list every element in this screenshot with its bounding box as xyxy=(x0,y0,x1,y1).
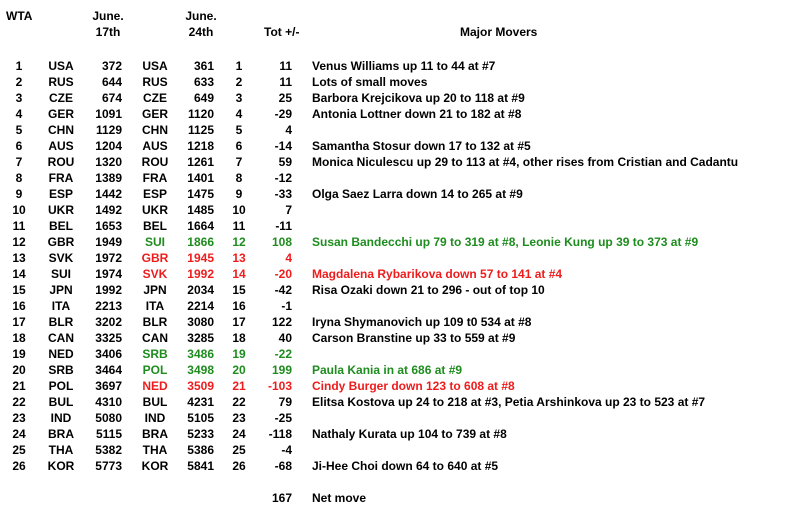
rank-june17: 5 xyxy=(15,123,23,137)
country-june17: THA xyxy=(48,443,74,457)
major-movers: Elitsa Kostova up 24 to 218 at #3, Petia Arshinkova up 23 to 523 at #7 xyxy=(312,395,706,409)
header-june17-line2: 17th xyxy=(95,25,121,39)
rank-june24: 22 xyxy=(232,395,246,409)
rank-june17: 26 xyxy=(12,459,26,473)
country-june17: BLR xyxy=(48,315,74,329)
country-june24: BRA xyxy=(142,427,168,441)
points-june24: 1866 xyxy=(187,235,214,249)
total-change: 11 xyxy=(279,75,292,89)
total-change: -1 xyxy=(281,299,292,313)
rank-june24: 10 xyxy=(232,203,246,217)
country-june17: AUS xyxy=(48,139,74,153)
points-june24: 3509 xyxy=(187,379,214,393)
header-tot: Tot +/- xyxy=(264,25,300,39)
points-june24: 1945 xyxy=(187,251,214,265)
header-june17-line1: June. xyxy=(92,9,124,23)
country-june17: KOR xyxy=(47,459,75,473)
points-june17: 644 xyxy=(101,75,122,89)
rank-june17: 25 xyxy=(12,443,26,457)
points-june24: 5386 xyxy=(187,443,214,457)
country-june17: GBR xyxy=(47,235,75,249)
rank-june24: 1 xyxy=(235,59,243,73)
points-june17: 1653 xyxy=(95,219,122,233)
country-june17: CAN xyxy=(48,331,74,345)
total-change: -12 xyxy=(274,171,292,185)
points-june17: 3325 xyxy=(95,331,122,345)
points-june24: 1218 xyxy=(187,139,214,153)
points-june17: 3464 xyxy=(95,363,122,377)
header-june24-line2: 24th xyxy=(188,25,214,39)
points-june17: 1129 xyxy=(95,123,122,137)
total-change: 11 xyxy=(279,59,292,73)
country-june17: RUS xyxy=(48,75,74,89)
country-june24: USA xyxy=(142,59,168,73)
points-june24: 2214 xyxy=(187,299,214,313)
country-june17: JPN xyxy=(49,283,73,297)
country-june24: BEL xyxy=(143,219,167,233)
rank-june17: 22 xyxy=(12,395,26,409)
country-june17: IND xyxy=(50,411,72,425)
points-june24: 649 xyxy=(193,91,214,105)
major-movers: Nathaly Kurata up 104 to 739 at #8 xyxy=(312,427,507,441)
major-movers: Ji-Hee Choi down 64 to 640 at #5 xyxy=(312,459,499,473)
rank-june24: 15 xyxy=(232,283,246,297)
major-movers: Carson Branstine up 33 to 559 at #9 xyxy=(312,331,516,345)
major-movers: Susan Bandecchi up 79 to 319 at #8, Leonie Kung up 39 to 373 at #9 xyxy=(312,235,699,249)
total-change: -14 xyxy=(274,139,292,153)
header-movers: Major Movers xyxy=(460,25,538,39)
points-june24: 3285 xyxy=(187,331,214,345)
country-june24: ESP xyxy=(142,187,167,201)
country-june24: SUI xyxy=(144,235,165,249)
rank-june17: 11 xyxy=(12,219,26,233)
rank-june24: 5 xyxy=(235,123,243,137)
points-june17: 1974 xyxy=(95,267,122,281)
points-june17: 3697 xyxy=(95,379,122,393)
major-movers: Risa Ozaki down 21 to 296 - out of top 10 xyxy=(312,283,545,297)
rank-june17: 8 xyxy=(15,171,23,185)
country-june24: BUL xyxy=(142,395,168,409)
points-june24: 5233 xyxy=(187,427,214,441)
points-june24: 5105 xyxy=(187,411,214,425)
country-june17: ROU xyxy=(47,155,75,169)
rank-june17: 7 xyxy=(15,155,23,169)
points-june24: 3080 xyxy=(187,315,214,329)
country-june24: FRA xyxy=(142,171,168,185)
rank-june24: 25 xyxy=(232,443,246,457)
country-june17: FRA xyxy=(48,171,74,185)
rank-june24: 3 xyxy=(235,91,243,105)
country-june17: SUI xyxy=(50,267,71,281)
country-june17: USA xyxy=(48,59,74,73)
major-movers: Paula Kania in at 686 at #9 xyxy=(312,363,463,377)
footer-total: 167 xyxy=(271,491,292,505)
header-june24-line1: June. xyxy=(185,9,217,23)
rank-june24: 24 xyxy=(232,427,246,441)
points-june17: 2213 xyxy=(95,299,122,313)
footer-label: Net move xyxy=(312,491,367,505)
major-movers: Antonia Lottner down 21 to 182 at #8 xyxy=(312,107,522,121)
country-june24: THA xyxy=(142,443,168,457)
rank-june24: 20 xyxy=(232,363,246,377)
points-june17: 372 xyxy=(101,59,122,73)
rank-june17: 24 xyxy=(12,427,26,441)
points-june24: 3486 xyxy=(187,347,214,361)
rank-june17: 13 xyxy=(12,251,26,265)
points-june24: 1485 xyxy=(187,203,214,217)
total-change: -25 xyxy=(274,411,292,425)
major-movers: Cindy Burger down 123 to 608 at #8 xyxy=(312,379,515,393)
rank-june17: 2 xyxy=(15,75,23,89)
rank-june17: 23 xyxy=(12,411,26,425)
country-june24: GBR xyxy=(141,251,169,265)
country-june24: JPN xyxy=(143,283,167,297)
rank-june24: 17 xyxy=(232,315,246,329)
total-change: 122 xyxy=(271,315,292,329)
rank-june17: 15 xyxy=(12,283,26,297)
points-june17: 1389 xyxy=(95,171,122,185)
total-change: 108 xyxy=(271,235,292,249)
country-june24: IND xyxy=(144,411,166,425)
points-june17: 1992 xyxy=(95,283,122,297)
country-june24: SVK xyxy=(142,267,168,281)
rank-june17: 9 xyxy=(15,187,23,201)
points-june17: 4310 xyxy=(95,395,122,409)
rank-june24: 14 xyxy=(232,267,246,281)
country-june17: BRA xyxy=(48,427,74,441)
rank-june24: 2 xyxy=(235,75,243,89)
rank-june24: 23 xyxy=(232,411,246,425)
rank-june24: 6 xyxy=(235,139,243,153)
country-june24: CZE xyxy=(143,91,167,105)
major-movers: Iryna Shymanovich up 109 t0 534 at #8 xyxy=(312,315,532,329)
points-june17: 1492 xyxy=(95,203,122,217)
points-june17: 1972 xyxy=(95,251,122,265)
rank-june17: 6 xyxy=(15,139,23,153)
rank-june24: 11 xyxy=(232,219,246,233)
total-change: -11 xyxy=(275,219,292,233)
points-june17: 5382 xyxy=(95,443,122,457)
rank-june17: 18 xyxy=(12,331,26,345)
country-june17: BEL xyxy=(49,219,73,233)
major-movers: Barbora Krejcikova up 20 to 118 at #9 xyxy=(312,91,525,105)
total-change: 59 xyxy=(278,155,292,169)
points-june24: 1125 xyxy=(187,123,214,137)
points-june24: 4231 xyxy=(187,395,214,409)
points-june17: 1204 xyxy=(95,139,122,153)
rank-june24: 7 xyxy=(235,155,243,169)
points-june24: 1401 xyxy=(187,171,214,185)
points-june17: 5080 xyxy=(95,411,122,425)
country-june17: SVK xyxy=(48,251,74,265)
country-june17: POL xyxy=(48,379,74,393)
major-movers: Samantha Stosur down 17 to 132 at #5 xyxy=(312,139,531,153)
total-change: 79 xyxy=(278,395,292,409)
rank-june17: 14 xyxy=(12,267,26,281)
country-june17: GER xyxy=(47,107,74,121)
country-june24: CHN xyxy=(142,123,168,137)
total-change: -118 xyxy=(268,427,292,441)
country-june17: CZE xyxy=(49,91,73,105)
points-june24: 1120 xyxy=(187,107,214,121)
rank-june17: 20 xyxy=(12,363,26,377)
rank-june24: 13 xyxy=(232,251,246,265)
points-june17: 5773 xyxy=(95,459,122,473)
points-june17: 674 xyxy=(101,91,122,105)
country-june24: GER xyxy=(141,107,168,121)
major-movers: Magdalena Rybarikova down 57 to 141 at #4 xyxy=(312,267,563,281)
total-change: -42 xyxy=(274,283,292,297)
country-june17: UKR xyxy=(48,203,74,217)
country-june24: UKR xyxy=(142,203,168,217)
country-june17: BUL xyxy=(48,395,74,409)
country-june17: ESP xyxy=(48,187,73,201)
rank-june24: 9 xyxy=(235,187,243,201)
points-june17: 1442 xyxy=(95,187,122,201)
points-june17: 1320 xyxy=(95,155,122,169)
country-june24: SRB xyxy=(142,347,168,361)
country-june17: CHN xyxy=(48,123,74,137)
points-june24: 633 xyxy=(193,75,214,89)
rank-june17: 12 xyxy=(12,235,26,249)
rank-june24: 19 xyxy=(232,347,246,361)
total-change: 7 xyxy=(285,203,292,217)
rank-june24: 8 xyxy=(235,171,243,185)
rank-june17: 21 xyxy=(12,379,26,393)
country-june24: ITA xyxy=(145,299,165,313)
total-change: 25 xyxy=(278,91,292,105)
rank-june17: 1 xyxy=(15,59,23,73)
rank-june17: 19 xyxy=(12,347,26,361)
rank-june24: 4 xyxy=(235,107,243,121)
rank-june17: 16 xyxy=(12,299,26,313)
points-june24: 2034 xyxy=(187,283,214,297)
total-change: -4 xyxy=(281,443,292,457)
rank-june17: 10 xyxy=(12,203,26,217)
total-change: -22 xyxy=(274,347,292,361)
major-movers: Olga Saez Larra down 14 to 265 at #9 xyxy=(312,187,523,201)
country-june24: POL xyxy=(142,363,168,377)
total-change: -68 xyxy=(274,459,292,473)
points-june24: 1664 xyxy=(187,219,214,233)
total-change: 4 xyxy=(285,123,292,137)
points-june24: 1261 xyxy=(187,155,214,169)
rank-june17: 4 xyxy=(15,107,23,121)
country-june24: RUS xyxy=(142,75,168,89)
points-june17: 1091 xyxy=(95,107,122,121)
points-june24: 5841 xyxy=(187,459,214,473)
points-june17: 3202 xyxy=(95,315,122,329)
country-june24: KOR xyxy=(141,459,169,473)
total-change: 199 xyxy=(271,363,292,377)
rank-june17: 17 xyxy=(12,315,26,329)
rank-june24: 26 xyxy=(232,459,246,473)
points-june24: 1992 xyxy=(187,267,214,281)
rank-june24: 18 xyxy=(232,331,246,345)
total-change: 40 xyxy=(278,331,292,345)
points-june17: 5115 xyxy=(95,427,122,441)
major-movers: Venus Williams up 11 to 44 at #7 xyxy=(312,59,496,73)
points-june24: 361 xyxy=(193,59,214,73)
rank-june24: 21 xyxy=(232,379,246,393)
header-wta: WTA xyxy=(6,9,33,23)
total-change: -29 xyxy=(274,107,292,121)
country-june24: ROU xyxy=(141,155,169,169)
points-june17: 3406 xyxy=(95,347,122,361)
total-change: -20 xyxy=(274,267,292,281)
country-june17: NED xyxy=(48,347,74,361)
country-june17: SRB xyxy=(48,363,74,377)
points-june24: 1475 xyxy=(187,187,214,201)
rank-june17: 3 xyxy=(15,91,23,105)
total-change: 4 xyxy=(285,251,292,265)
points-june17: 1949 xyxy=(95,235,122,249)
country-june24: AUS xyxy=(142,139,168,153)
total-change: -33 xyxy=(274,187,292,201)
country-june24: NED xyxy=(142,379,168,393)
points-june24: 3498 xyxy=(187,363,214,377)
major-movers: Lots of small moves xyxy=(312,75,428,89)
rank-june24: 16 xyxy=(232,299,246,313)
country-june17: ITA xyxy=(51,299,71,313)
total-change: -103 xyxy=(267,379,292,393)
rank-june24: 12 xyxy=(232,235,246,249)
country-june24: BLR xyxy=(142,315,168,329)
country-june24: CAN xyxy=(142,331,168,345)
major-movers: Monica Niculescu up 29 to 113 at #4, other rises from Cristian and Cadantu xyxy=(312,155,739,169)
